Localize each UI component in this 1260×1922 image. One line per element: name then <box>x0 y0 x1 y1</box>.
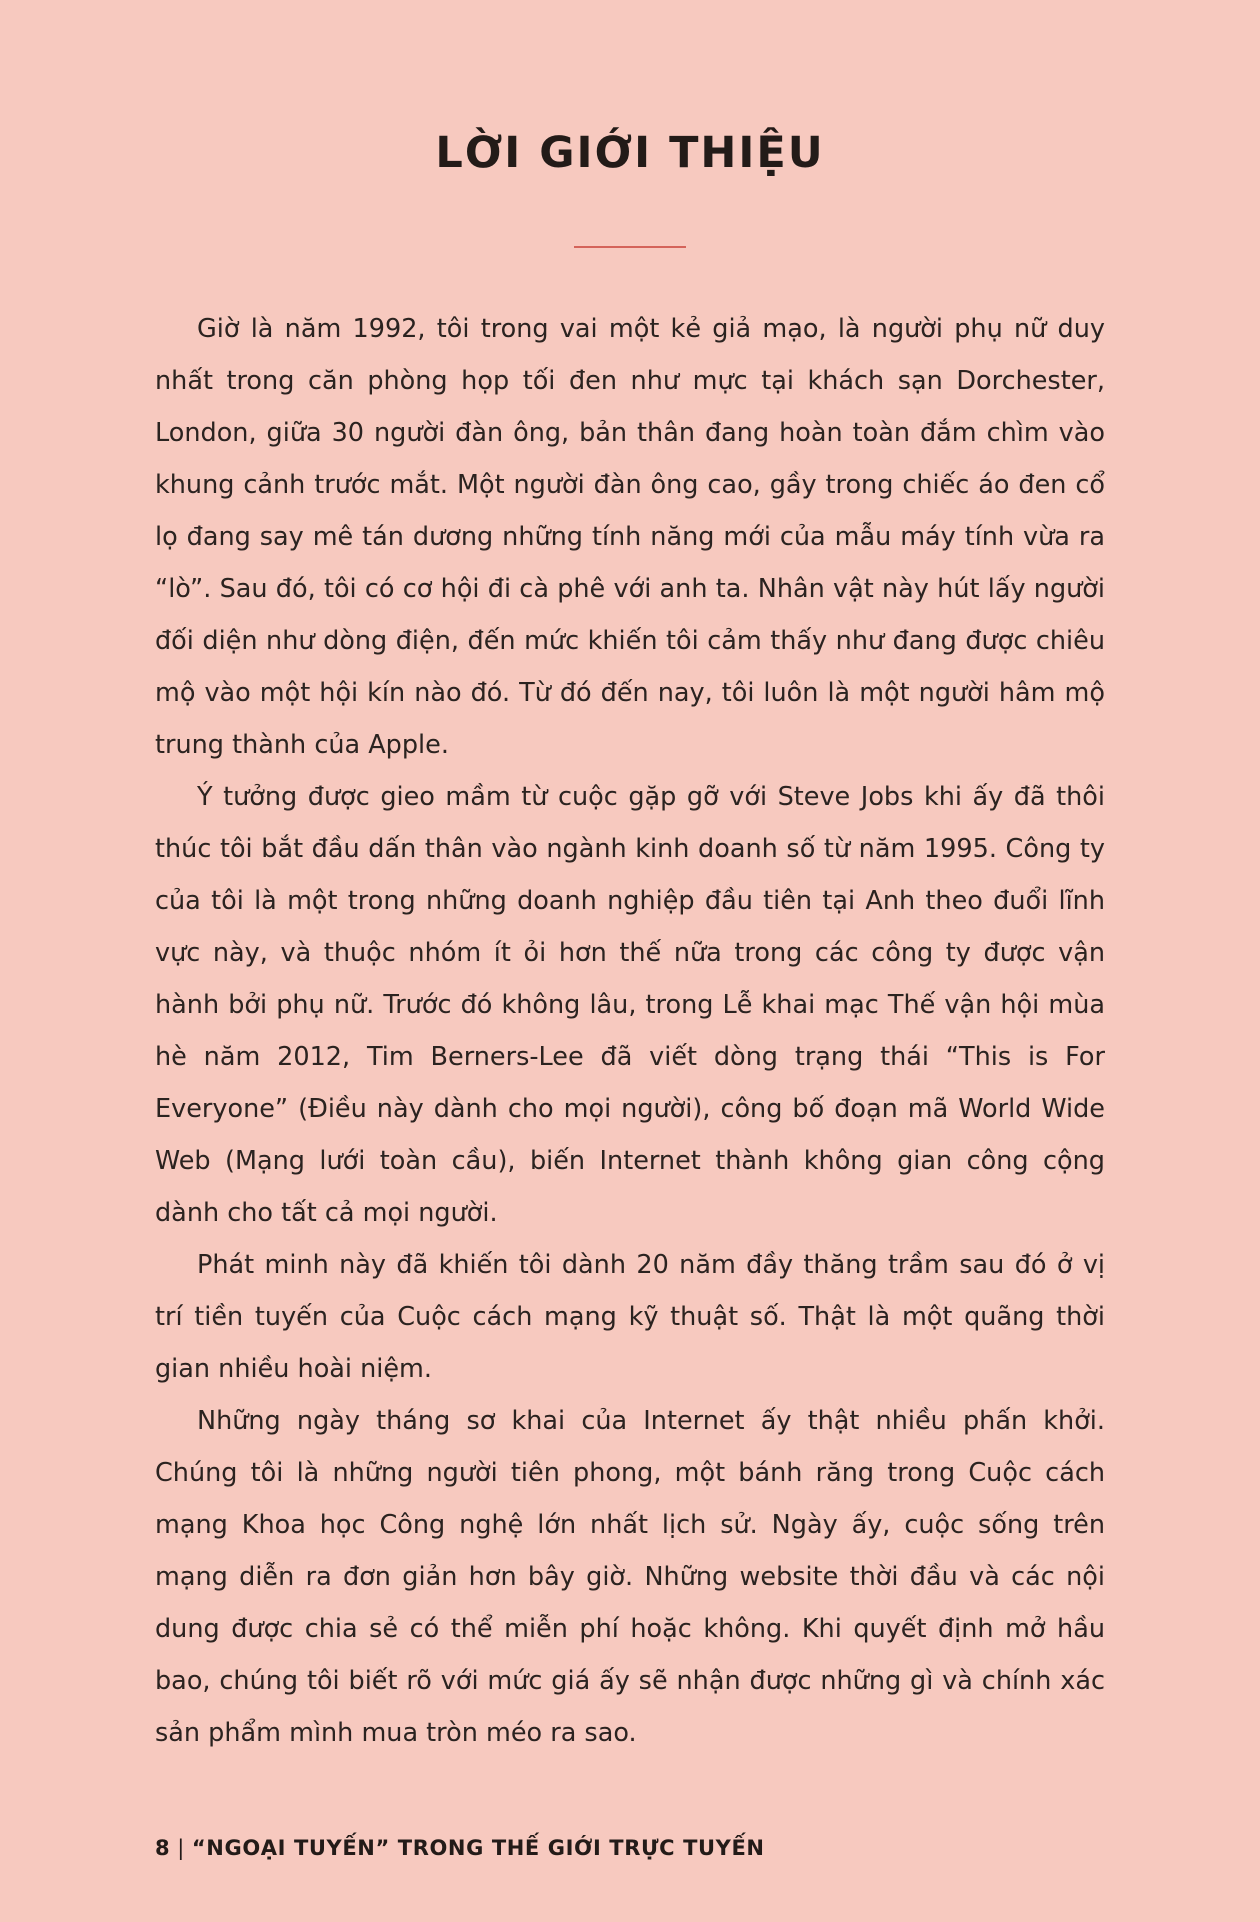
page-footer <box>155 1836 765 1860</box>
paragraph: Phát minh này đã khiến tôi dành 20 năm đầy thăng trầm sau đó ở vị trí tiền tuyến của Cuộc cách mạng kỹ thuật số. Thật là một quãng thời gian nhiều hoài niệm. <box>155 1250 1105 1384</box>
footer-separator: | <box>177 1836 185 1860</box>
paragraph: Ý tưởng được gieo mầm từ cuộc gặp gỡ với Steve Jobs khi ấy đã thôi thúc tôi bắt đầu dấn thân vào ngành kinh doanh số từ năm 1995. Công ty của tôi là một trong những doanh nghiệp đầu tiên tại Anh theo đuổi lĩnh vực này, và thuộc nhóm ít ỏi hơn thế nữa trong các công ty được vận hành bởi phụ nữ. Trước đó không lâu, trong Lễ khai mạc Thế vận hội mùa hè năm 2012, Tim Berners-Lee đã viết dòng trạng thái “This is For Everyone” (Điều này dành cho mọi người), công bố đoạn mã World Wide Web (Mạng lưới toàn cầu), biến Internet thành không gian công cộng dành cho tất cả mọi người. <box>155 782 1105 1228</box>
body-text <box>155 303 1105 1759</box>
paragraph: Những ngày tháng sơ khai của Internet ấy thật nhiều phấn khởi. Chúng tôi là những người tiên phong, một bánh răng trong Cuộc cách mạng Khoa học Công nghệ lớn nhất lịch sử. Ngày ấy, cuộc sống trên mạng diễn ra đơn giản hơn bây giờ. Những website thời đầu và các nội dung được chia sẻ có thể miễn phí hoặc không. Khi quyết định mở hầu bao, chúng tôi biết rõ với mức giá ấy sẽ nhận được những gì và chính xác sản phẩm mình mua tròn méo ra sao. <box>155 1406 1105 1748</box>
page-title: LỜI GIỚI THIỆU <box>435 128 825 178</box>
paragraph: Giờ là năm 1992, tôi trong vai một kẻ giả mạo, là người phụ nữ duy nhất trong căn phòng họp tối đen như mực tại khách sạn Dorchester, London, giữa 30 người đàn ông, bản thân đang hoàn toàn đắm chìm vào khung cảnh trước mắt. Một người đàn ông cao, gầy trong chiếc áo đen cổ lọ đang say mê tán dương những tính năng mới của mẫu máy tính vừa ra “lò”. Sau đó, tôi có cơ hội đi cà phê với anh ta. Nhân vật này hút lấy người đối diện như dòng điện, đến mức khiến tôi cảm thấy như đang được chiêu mộ vào một hội kín nào đó. Từ đó đến nay, tôi luôn là một người hâm mộ trung thành của Apple. <box>155 314 1105 760</box>
title-divider <box>574 246 686 248</box>
footer-book-title: “NGOẠI TUYẾN” TRONG THẾ GIỚI TRỰC TUYẾN <box>191 1836 765 1860</box>
page-number: 8 <box>155 1836 171 1860</box>
